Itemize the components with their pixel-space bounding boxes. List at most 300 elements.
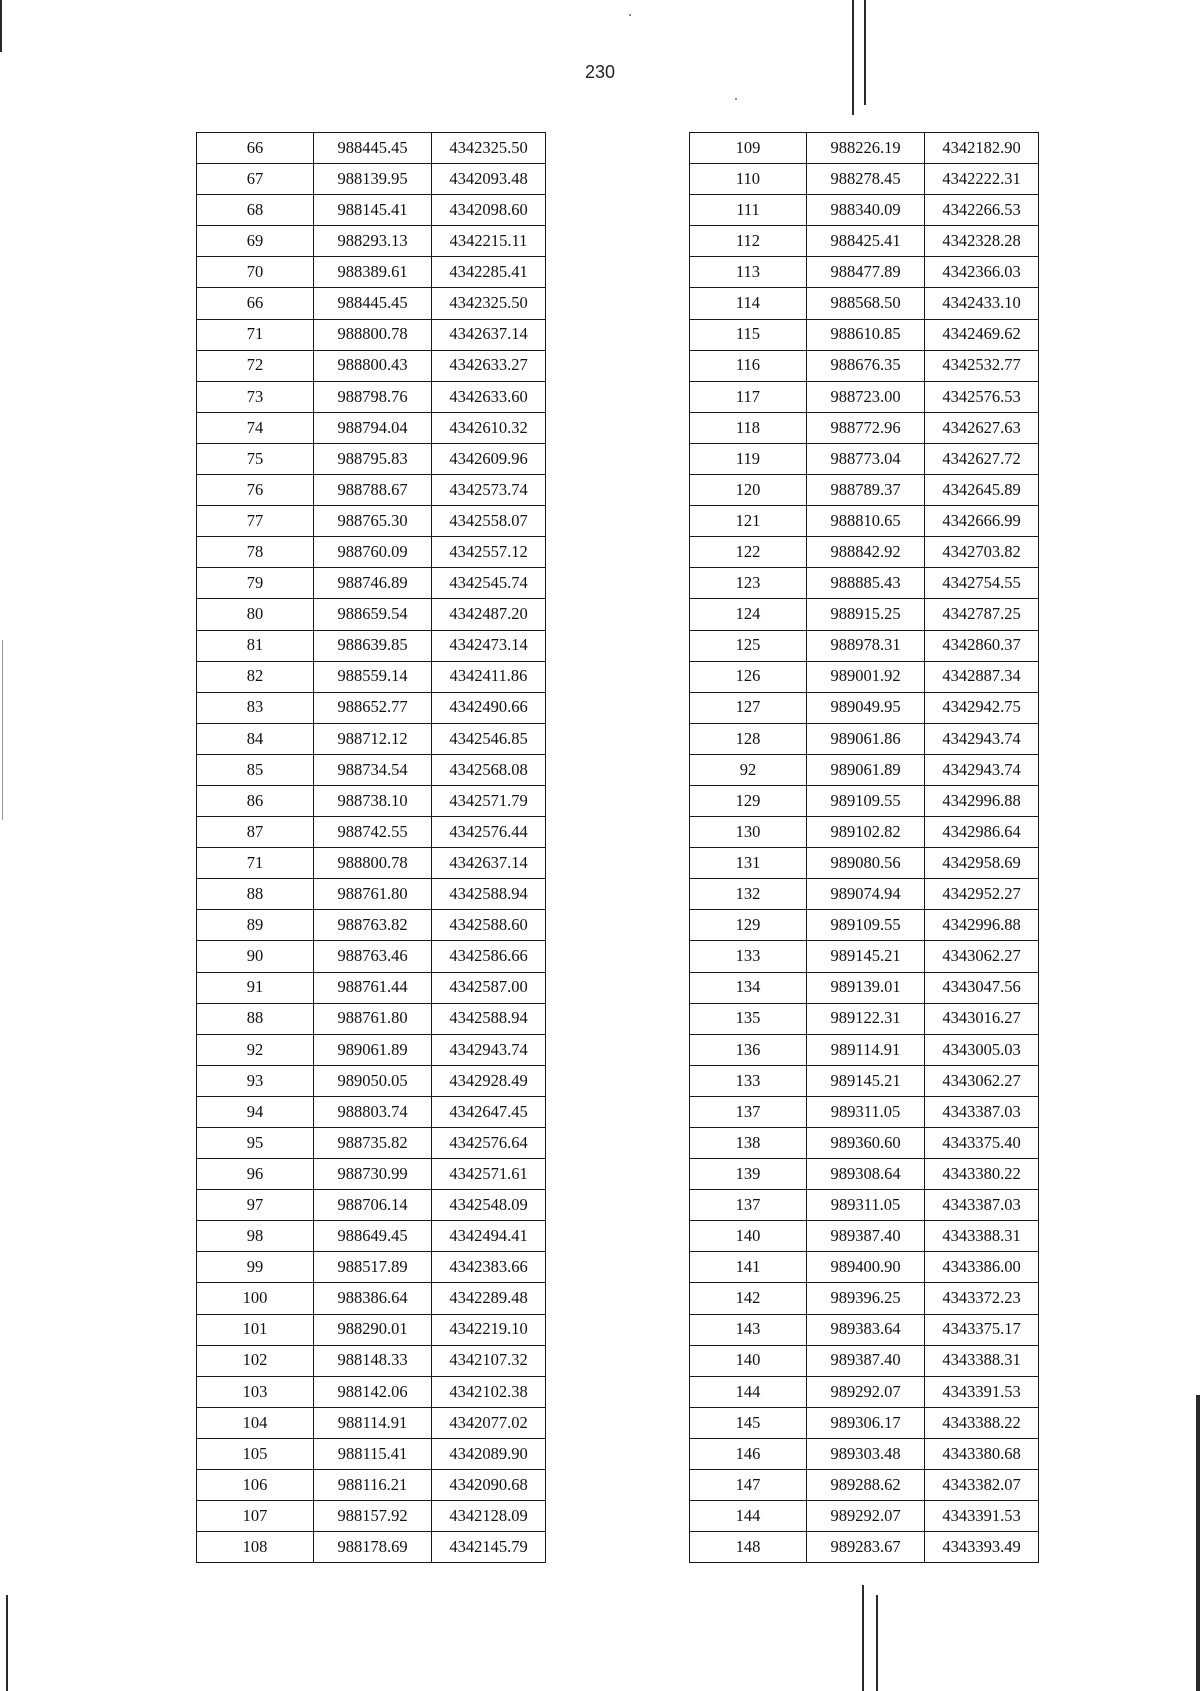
point-id-cell: 124 <box>690 599 807 630</box>
x-coordinate-cell: 988761.80 <box>314 1003 432 1034</box>
x-coordinate-cell: 989109.55 <box>807 785 925 816</box>
table-row <box>690 568 1039 599</box>
table-row <box>690 1376 1039 1407</box>
y-coordinate-cell: 4342289.48 <box>432 1283 546 1314</box>
point-id-cell: 88 <box>197 879 314 910</box>
table-row <box>690 1190 1039 1221</box>
scan-mark-bottom-right-1 <box>862 1585 864 1691</box>
y-coordinate-cell: 4342647.45 <box>432 1096 546 1127</box>
point-id-cell: 127 <box>690 692 807 723</box>
y-coordinate-cell: 4342558.07 <box>432 506 546 537</box>
table-row <box>197 506 546 537</box>
x-coordinate-cell: 989001.92 <box>807 661 925 692</box>
point-id-cell: 86 <box>197 785 314 816</box>
y-coordinate-cell: 4342943.74 <box>925 754 1039 785</box>
y-coordinate-cell: 4343380.68 <box>925 1438 1039 1469</box>
table-row <box>690 1159 1039 1190</box>
table-row <box>690 599 1039 630</box>
table-row <box>690 537 1039 568</box>
table-row <box>690 288 1039 319</box>
table-row <box>690 1096 1039 1127</box>
point-id-cell: 68 <box>197 195 314 226</box>
x-coordinate-cell: 988798.76 <box>314 381 432 412</box>
scan-mark-top-left <box>0 0 2 52</box>
table-row <box>197 1034 546 1065</box>
x-coordinate-cell: 988730.99 <box>314 1159 432 1190</box>
table-row <box>197 1345 546 1376</box>
x-coordinate-cell: 988639.85 <box>314 630 432 661</box>
point-id-cell: 136 <box>690 1034 807 1065</box>
point-id-cell: 135 <box>690 1003 807 1034</box>
y-coordinate-cell: 4342494.41 <box>432 1221 546 1252</box>
y-coordinate-cell: 4342588.60 <box>432 910 546 941</box>
y-coordinate-cell: 4342943.74 <box>432 1034 546 1065</box>
point-id-cell: 114 <box>690 288 807 319</box>
x-coordinate-cell: 989122.31 <box>807 1003 925 1034</box>
y-coordinate-cell: 4342627.72 <box>925 443 1039 474</box>
table-row <box>197 1438 546 1469</box>
table-row <box>197 1283 546 1314</box>
x-coordinate-cell: 989102.82 <box>807 817 925 848</box>
x-coordinate-cell: 988734.54 <box>314 754 432 785</box>
y-coordinate-cell: 4342469.62 <box>925 319 1039 350</box>
y-coordinate-cell: 4342928.49 <box>432 1065 546 1096</box>
x-coordinate-cell: 988290.01 <box>314 1314 432 1345</box>
x-coordinate-cell: 988712.12 <box>314 723 432 754</box>
point-id-cell: 128 <box>690 723 807 754</box>
x-coordinate-cell: 989061.86 <box>807 723 925 754</box>
point-id-cell: 70 <box>197 257 314 288</box>
x-coordinate-cell: 988559.14 <box>314 661 432 692</box>
x-coordinate-cell: 988649.45 <box>314 1221 432 1252</box>
table-row <box>197 1065 546 1096</box>
point-id-cell: 144 <box>690 1501 807 1532</box>
x-coordinate-cell: 989383.64 <box>807 1314 925 1345</box>
y-coordinate-cell: 4342637.14 <box>432 319 546 350</box>
x-coordinate-cell: 988810.65 <box>807 506 925 537</box>
x-coordinate-cell: 988763.46 <box>314 941 432 972</box>
y-coordinate-cell: 4343382.07 <box>925 1470 1039 1501</box>
x-coordinate-cell: 989114.91 <box>807 1034 925 1065</box>
table-row <box>690 941 1039 972</box>
y-coordinate-cell: 4342996.88 <box>925 910 1039 941</box>
point-id-cell: 143 <box>690 1314 807 1345</box>
y-coordinate-cell: 4342627.63 <box>925 412 1039 443</box>
point-id-cell: 107 <box>197 1501 314 1532</box>
point-id-cell: 78 <box>197 537 314 568</box>
x-coordinate-cell: 989288.62 <box>807 1470 925 1501</box>
point-id-cell: 103 <box>197 1376 314 1407</box>
point-id-cell: 71 <box>197 848 314 879</box>
point-id-cell: 133 <box>690 941 807 972</box>
table-row <box>690 754 1039 785</box>
y-coordinate-cell: 4342366.03 <box>925 257 1039 288</box>
y-coordinate-cell: 4343062.27 <box>925 941 1039 972</box>
scan-mark-bottom-right-2 <box>876 1595 878 1691</box>
y-coordinate-cell: 4342588.94 <box>432 879 546 910</box>
y-coordinate-cell: 4343375.17 <box>925 1314 1039 1345</box>
scan-mark-right-edge <box>1196 1395 1200 1691</box>
point-id-cell: 122 <box>690 537 807 568</box>
point-id-cell: 106 <box>197 1470 314 1501</box>
point-id-cell: 73 <box>197 381 314 412</box>
point-id-cell: 69 <box>197 226 314 257</box>
table-row <box>197 381 546 412</box>
point-id-cell: 147 <box>690 1470 807 1501</box>
point-id-cell: 119 <box>690 443 807 474</box>
point-id-cell: 74 <box>197 412 314 443</box>
table-row <box>197 257 546 288</box>
table-row <box>197 1190 546 1221</box>
table-row <box>197 1532 546 1563</box>
point-id-cell: 98 <box>197 1221 314 1252</box>
y-coordinate-cell: 4343375.40 <box>925 1128 1039 1159</box>
point-id-cell: 129 <box>690 910 807 941</box>
y-coordinate-cell: 4342609.96 <box>432 443 546 474</box>
point-id-cell: 123 <box>690 568 807 599</box>
table-row <box>197 1221 546 1252</box>
x-coordinate-cell: 988145.41 <box>314 195 432 226</box>
y-coordinate-cell: 4342182.90 <box>925 133 1039 164</box>
table-row <box>690 692 1039 723</box>
y-coordinate-cell: 4342383.66 <box>432 1252 546 1283</box>
table-row <box>690 1407 1039 1438</box>
point-id-cell: 137 <box>690 1190 807 1221</box>
x-coordinate-cell: 988425.41 <box>807 226 925 257</box>
table-row <box>690 1314 1039 1345</box>
point-id-cell: 133 <box>690 1065 807 1096</box>
y-coordinate-cell: 4342077.02 <box>432 1407 546 1438</box>
y-coordinate-cell: 4343372.23 <box>925 1283 1039 1314</box>
point-id-cell: 126 <box>690 661 807 692</box>
y-coordinate-cell: 4342576.44 <box>432 817 546 848</box>
table-row <box>197 692 546 723</box>
y-coordinate-cell: 4342548.09 <box>432 1190 546 1221</box>
x-coordinate-cell: 989396.25 <box>807 1283 925 1314</box>
x-coordinate-cell: 988386.64 <box>314 1283 432 1314</box>
table-row <box>690 412 1039 443</box>
point-id-cell: 142 <box>690 1283 807 1314</box>
point-id-cell: 109 <box>690 133 807 164</box>
x-coordinate-cell: 988773.04 <box>807 443 925 474</box>
y-coordinate-cell: 4343005.03 <box>925 1034 1039 1065</box>
table-row <box>690 443 1039 474</box>
y-coordinate-cell: 4342557.12 <box>432 537 546 568</box>
point-id-cell: 117 <box>690 381 807 412</box>
y-coordinate-cell: 4342089.90 <box>432 1438 546 1469</box>
table-row <box>690 848 1039 879</box>
y-coordinate-cell: 4342568.08 <box>432 754 546 785</box>
table-row <box>197 941 546 972</box>
x-coordinate-cell: 989145.21 <box>807 1065 925 1096</box>
y-coordinate-cell: 4343016.27 <box>925 1003 1039 1034</box>
point-id-cell: 92 <box>197 1034 314 1065</box>
x-coordinate-cell: 988517.89 <box>314 1252 432 1283</box>
x-coordinate-cell: 988477.89 <box>807 257 925 288</box>
point-id-cell: 97 <box>197 1190 314 1221</box>
y-coordinate-cell: 4342943.74 <box>925 723 1039 754</box>
coordinates-table-right <box>689 132 1039 1563</box>
y-coordinate-cell: 4343388.31 <box>925 1345 1039 1376</box>
table-row <box>197 817 546 848</box>
x-coordinate-cell: 989061.89 <box>807 754 925 785</box>
point-id-cell: 148 <box>690 1532 807 1563</box>
y-coordinate-cell: 4342952.27 <box>925 879 1039 910</box>
y-coordinate-cell: 4342219.10 <box>432 1314 546 1345</box>
point-id-cell: 87 <box>197 817 314 848</box>
y-coordinate-cell: 4342098.60 <box>432 195 546 226</box>
y-coordinate-cell: 4342586.66 <box>432 941 546 972</box>
x-coordinate-cell: 988723.00 <box>807 381 925 412</box>
point-id-cell: 144 <box>690 1376 807 1407</box>
table-row <box>690 972 1039 1003</box>
x-coordinate-cell: 988760.09 <box>314 537 432 568</box>
y-coordinate-cell: 4342473.14 <box>432 630 546 661</box>
scan-mark-top-right-2 <box>864 0 866 105</box>
coordinates-table-left-body <box>197 133 546 1563</box>
point-id-cell: 92 <box>690 754 807 785</box>
point-id-cell: 66 <box>197 288 314 319</box>
table-row <box>197 1314 546 1345</box>
point-id-cell: 112 <box>690 226 807 257</box>
point-id-cell: 89 <box>197 910 314 941</box>
y-coordinate-cell: 4342487.20 <box>432 599 546 630</box>
y-coordinate-cell: 4343380.22 <box>925 1159 1039 1190</box>
x-coordinate-cell: 988226.19 <box>807 133 925 164</box>
table-row <box>197 412 546 443</box>
point-id-cell: 130 <box>690 817 807 848</box>
table-row <box>197 754 546 785</box>
table-row <box>197 133 546 164</box>
y-coordinate-cell: 4342102.38 <box>432 1376 546 1407</box>
table-row <box>690 475 1039 506</box>
x-coordinate-cell: 988772.96 <box>807 412 925 443</box>
point-id-cell: 88 <box>197 1003 314 1034</box>
x-coordinate-cell: 988746.89 <box>314 568 432 599</box>
page-number: 230 <box>584 62 616 82</box>
x-coordinate-cell: 988445.45 <box>314 288 432 319</box>
point-id-cell: 116 <box>690 350 807 381</box>
point-id-cell: 104 <box>197 1407 314 1438</box>
table-row <box>690 1345 1039 1376</box>
table-row <box>197 1470 546 1501</box>
x-coordinate-cell: 988789.37 <box>807 475 925 506</box>
y-coordinate-cell: 4342545.74 <box>432 568 546 599</box>
y-coordinate-cell: 4342637.14 <box>432 848 546 879</box>
y-coordinate-cell: 4342703.82 <box>925 537 1039 568</box>
table-row <box>690 1532 1039 1563</box>
point-id-cell: 82 <box>197 661 314 692</box>
x-coordinate-cell: 988157.92 <box>314 1501 432 1532</box>
x-coordinate-cell: 989292.07 <box>807 1501 925 1532</box>
table-row <box>197 164 546 195</box>
y-coordinate-cell: 4342986.64 <box>925 817 1039 848</box>
table-row <box>690 257 1039 288</box>
table-row <box>197 1096 546 1127</box>
table-row <box>690 164 1039 195</box>
point-id-cell: 83 <box>197 692 314 723</box>
y-coordinate-cell: 4343387.03 <box>925 1096 1039 1127</box>
table-row <box>197 475 546 506</box>
y-coordinate-cell: 4342090.68 <box>432 1470 546 1501</box>
table-row <box>197 226 546 257</box>
table-row <box>690 723 1039 754</box>
scan-mark-bottom-left <box>6 1595 8 1691</box>
y-coordinate-cell: 4342754.55 <box>925 568 1039 599</box>
point-id-cell: 108 <box>197 1532 314 1563</box>
y-coordinate-cell: 4342942.75 <box>925 692 1039 723</box>
table-row <box>197 568 546 599</box>
point-id-cell: 77 <box>197 506 314 537</box>
table-row <box>690 1065 1039 1096</box>
table-row <box>690 1221 1039 1252</box>
table-row <box>197 319 546 350</box>
x-coordinate-cell: 989308.64 <box>807 1159 925 1190</box>
y-coordinate-cell: 4343388.22 <box>925 1407 1039 1438</box>
x-coordinate-cell: 988742.55 <box>314 817 432 848</box>
coordinates-table-right-body <box>690 133 1039 1563</box>
y-coordinate-cell: 4343391.53 <box>925 1376 1039 1407</box>
table-row <box>197 661 546 692</box>
y-coordinate-cell: 4343386.00 <box>925 1252 1039 1283</box>
x-coordinate-cell: 988885.43 <box>807 568 925 599</box>
table-row <box>690 630 1039 661</box>
x-coordinate-cell: 988659.54 <box>314 599 432 630</box>
table-row <box>690 879 1039 910</box>
y-coordinate-cell: 4342576.64 <box>432 1128 546 1159</box>
point-id-cell: 146 <box>690 1438 807 1469</box>
y-coordinate-cell: 4342573.74 <box>432 475 546 506</box>
x-coordinate-cell: 988795.83 <box>314 443 432 474</box>
point-id-cell: 100 <box>197 1283 314 1314</box>
point-id-cell: 137 <box>690 1096 807 1127</box>
table-row <box>197 1252 546 1283</box>
table-row <box>690 1128 1039 1159</box>
point-id-cell: 125 <box>690 630 807 661</box>
x-coordinate-cell: 989387.40 <box>807 1221 925 1252</box>
point-id-cell: 141 <box>690 1252 807 1283</box>
point-id-cell: 80 <box>197 599 314 630</box>
table-row <box>690 319 1039 350</box>
point-id-cell: 105 <box>197 1438 314 1469</box>
point-id-cell: 79 <box>197 568 314 599</box>
point-id-cell: 129 <box>690 785 807 816</box>
y-coordinate-cell: 4342666.99 <box>925 506 1039 537</box>
y-coordinate-cell: 4342887.34 <box>925 661 1039 692</box>
x-coordinate-cell: 988114.91 <box>314 1407 432 1438</box>
scan-speck <box>629 14 631 16</box>
y-coordinate-cell: 4342093.48 <box>432 164 546 195</box>
x-coordinate-cell: 988803.74 <box>314 1096 432 1127</box>
x-coordinate-cell: 988735.82 <box>314 1128 432 1159</box>
table-row <box>197 195 546 226</box>
point-id-cell: 138 <box>690 1128 807 1159</box>
table-row <box>197 599 546 630</box>
y-coordinate-cell: 4342571.61 <box>432 1159 546 1190</box>
table-row <box>690 910 1039 941</box>
y-coordinate-cell: 4343062.27 <box>925 1065 1039 1096</box>
x-coordinate-cell: 988842.92 <box>807 537 925 568</box>
x-coordinate-cell: 988178.69 <box>314 1532 432 1563</box>
table-row <box>197 350 546 381</box>
y-coordinate-cell: 4342996.88 <box>925 785 1039 816</box>
y-coordinate-cell: 4342532.77 <box>925 350 1039 381</box>
y-coordinate-cell: 4342411.86 <box>432 661 546 692</box>
y-coordinate-cell: 4342787.25 <box>925 599 1039 630</box>
point-id-cell: 96 <box>197 1159 314 1190</box>
point-id-cell: 75 <box>197 443 314 474</box>
table-row <box>690 1034 1039 1065</box>
table-row <box>690 350 1039 381</box>
point-id-cell: 94 <box>197 1096 314 1127</box>
x-coordinate-cell: 988568.50 <box>807 288 925 319</box>
point-id-cell: 132 <box>690 879 807 910</box>
y-coordinate-cell: 4342128.09 <box>432 1501 546 1532</box>
x-coordinate-cell: 988706.14 <box>314 1190 432 1221</box>
y-coordinate-cell: 4342860.37 <box>925 630 1039 661</box>
x-coordinate-cell: 989292.07 <box>807 1376 925 1407</box>
table-row <box>197 1376 546 1407</box>
x-coordinate-cell: 988340.09 <box>807 195 925 226</box>
point-id-cell: 131 <box>690 848 807 879</box>
coordinates-table-left <box>196 132 546 1563</box>
table-row <box>197 879 546 910</box>
table-row <box>690 381 1039 412</box>
x-coordinate-cell: 989049.95 <box>807 692 925 723</box>
point-id-cell: 101 <box>197 1314 314 1345</box>
x-coordinate-cell: 988763.82 <box>314 910 432 941</box>
point-id-cell: 66 <box>197 133 314 164</box>
table-row <box>197 1407 546 1438</box>
y-coordinate-cell: 4342571.79 <box>432 785 546 816</box>
x-coordinate-cell: 988139.95 <box>314 164 432 195</box>
table-row <box>197 1501 546 1532</box>
y-coordinate-cell: 4342325.50 <box>432 133 546 164</box>
y-coordinate-cell: 4342576.53 <box>925 381 1039 412</box>
y-coordinate-cell: 4343393.49 <box>925 1532 1039 1563</box>
point-id-cell: 139 <box>690 1159 807 1190</box>
table-row <box>690 1438 1039 1469</box>
y-coordinate-cell: 4342633.27 <box>432 350 546 381</box>
y-coordinate-cell: 4342222.31 <box>925 164 1039 195</box>
point-id-cell: 76 <box>197 475 314 506</box>
x-coordinate-cell: 989387.40 <box>807 1345 925 1376</box>
x-coordinate-cell: 988676.35 <box>807 350 925 381</box>
x-coordinate-cell: 988761.80 <box>314 879 432 910</box>
y-coordinate-cell: 4342546.85 <box>432 723 546 754</box>
x-coordinate-cell: 988765.30 <box>314 506 432 537</box>
table-row <box>197 1003 546 1034</box>
y-coordinate-cell: 4342145.79 <box>432 1532 546 1563</box>
x-coordinate-cell: 989109.55 <box>807 910 925 941</box>
table-row <box>690 661 1039 692</box>
x-coordinate-cell: 989306.17 <box>807 1407 925 1438</box>
point-id-cell: 99 <box>197 1252 314 1283</box>
table-row <box>197 288 546 319</box>
table-row <box>197 785 546 816</box>
point-id-cell: 95 <box>197 1128 314 1159</box>
x-coordinate-cell: 988800.78 <box>314 319 432 350</box>
table-row <box>690 785 1039 816</box>
y-coordinate-cell: 4343047.56 <box>925 972 1039 1003</box>
point-id-cell: 90 <box>197 941 314 972</box>
scan-mark-left-dashes <box>2 640 3 820</box>
table-row <box>197 1128 546 1159</box>
y-coordinate-cell: 4342325.50 <box>432 288 546 319</box>
point-id-cell: 67 <box>197 164 314 195</box>
x-coordinate-cell: 988794.04 <box>314 412 432 443</box>
table-row <box>690 506 1039 537</box>
